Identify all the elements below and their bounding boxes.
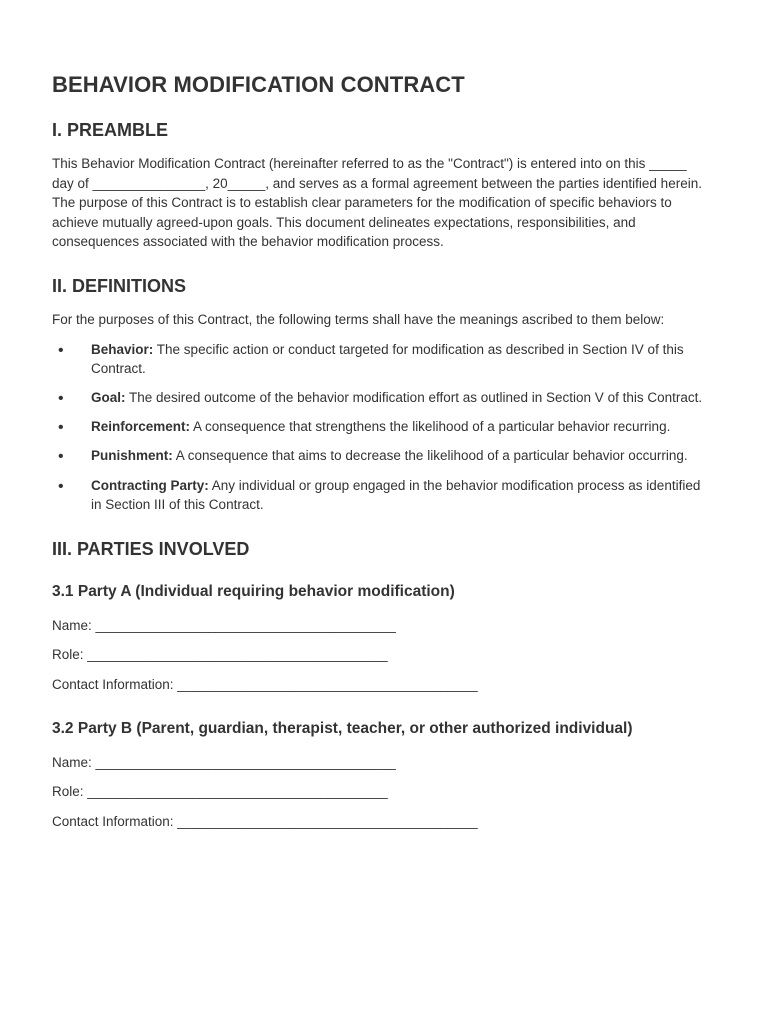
definition-term: Goal: xyxy=(91,390,126,406)
definition-item xyxy=(52,388,706,408)
preamble-heading: I. PREAMBLE xyxy=(52,120,169,140)
party-a-name-field[interactable]: Name: ________________________________________ xyxy=(52,617,396,633)
party-b-role-field[interactable]: Role: ________________________________________ xyxy=(52,784,388,800)
definition-term: Contracting Party: xyxy=(91,477,209,493)
definition-item xyxy=(52,417,706,437)
party-b-heading: 3.2 Party B (Parent, guardian, therapist, teacher, or other authorized individual) xyxy=(52,719,633,737)
bullet-icon: • xyxy=(58,390,64,408)
definitions-intro: For the purposes of this Contract, the following terms shall have the meanings ascribed to them below: xyxy=(52,311,665,327)
definitions-list xyxy=(52,340,706,515)
party-a-role-field[interactable]: Role: ________________________________________ xyxy=(52,647,388,663)
document-title: BEHAVIOR MODIFICATION CONTRACT xyxy=(52,72,465,97)
definition-item xyxy=(52,446,706,466)
bullet-icon: • xyxy=(58,477,64,495)
definitions-heading: II. DEFINITIONS xyxy=(52,275,187,296)
definition-term: Reinforcement: xyxy=(91,419,191,435)
parties-heading: III. PARTIES INVOLVED xyxy=(52,538,250,559)
party-b-contact-field[interactable]: Contact Information: ________________________________________ xyxy=(52,813,478,829)
definition-text: The specific action or conduct targeted for modification as described in Section IV of this Contract. xyxy=(91,341,684,377)
party-a-section xyxy=(52,580,706,695)
party-a-heading: 3.1 Party A (Individual requiring behavior modification) xyxy=(52,582,455,600)
definition-term: Punishment: xyxy=(91,448,173,464)
definition-text: The desired outcome of the behavior modification effort as outlined in Section V of this Contract. xyxy=(129,390,703,406)
bullet-icon: • xyxy=(58,341,64,359)
preamble-text: This Behavior Modification Contract (hereinafter referred to as the "Contract") is entered into on this _____ day of _______________, 20_____, and serves as a formal agreement between the parties identified herein. The purpose of this Contract is to establish clear parameters for the modification of specific behaviors to achieve mutually agreed-upon goals. This document delineates expectations, responsibilities, and consequences associated with the behavior modification process. xyxy=(52,156,702,250)
definition-item xyxy=(52,340,706,379)
definition-text: A consequence that aims to decrease the likelihood of a particular behavior occurring. xyxy=(175,448,688,464)
party-b-section xyxy=(52,717,706,832)
bullet-icon: • xyxy=(58,448,64,466)
definition-term: Behavior: xyxy=(91,341,154,357)
definition-text: A consequence that strengthens the likelihood of a particular behavior recurring. xyxy=(193,419,671,435)
bullet-icon: • xyxy=(58,419,64,437)
party-b-name-field[interactable]: Name: ________________________________________ xyxy=(52,754,396,770)
party-a-contact-field[interactable]: Contact Information: ________________________________________ xyxy=(52,676,478,692)
definition-text: Any individual or group engaged in the behavior modification process as identified in Section III of this Contract. xyxy=(91,477,701,513)
definition-item xyxy=(52,476,706,515)
